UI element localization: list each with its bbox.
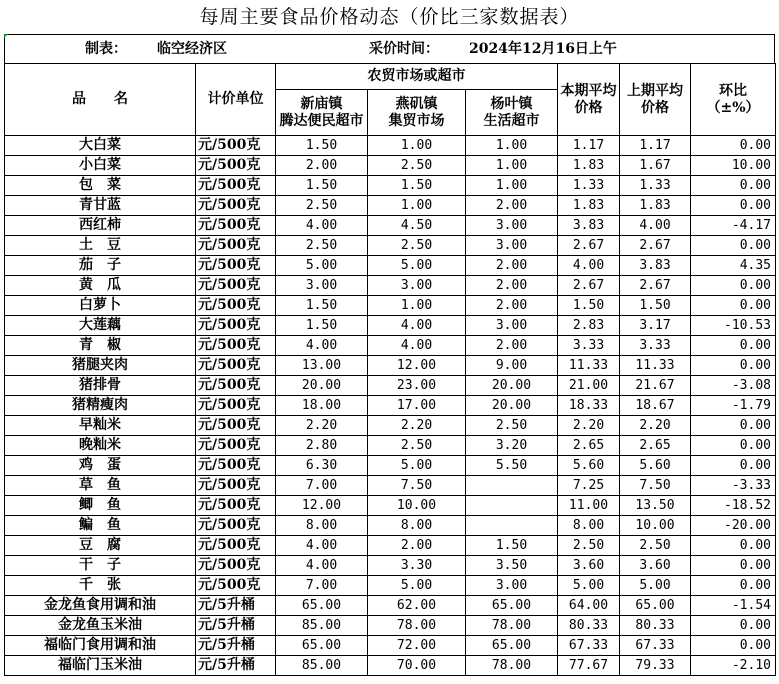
cell-market1: 2.50 — [276, 196, 368, 216]
cell-market1: 4.00 — [276, 536, 368, 556]
cell-market3: 2.00 — [466, 256, 558, 276]
cell-market1: 6.30 — [276, 456, 368, 476]
cell-avg-current: 64.00 — [558, 596, 620, 616]
cell-market3: 3.00 — [466, 316, 558, 336]
sheet-title: 每周主要食品价格动态（价比三家数据表） — [199, 6, 580, 28]
table-row — [5, 256, 776, 276]
cell-market2: 12.00 — [368, 356, 466, 376]
cell-name: 鳊 鱼 — [5, 516, 196, 536]
cell-name: 西红柿 — [5, 216, 196, 236]
cell-change: 0.00 — [691, 296, 776, 316]
cell-market1: 85.00 — [276, 656, 368, 676]
cell-market2: 78.00 — [368, 616, 466, 636]
cell-avg-current: 1.17 — [558, 136, 620, 156]
cell-unit: 元/500克 — [196, 296, 276, 316]
header-market3 — [466, 90, 558, 136]
cell-name: 金龙鱼食用调和油 — [5, 596, 196, 616]
cell-market3: 1.00 — [466, 156, 558, 176]
cell-change: 0.00 — [691, 336, 776, 356]
header-avg-current-line1: 本期平均 — [560, 82, 617, 99]
cell-unit: 元/500克 — [196, 576, 276, 596]
table-row — [5, 176, 776, 196]
cell-market3: 5.50 — [466, 456, 558, 476]
cell-name: 鸡 蛋 — [5, 456, 196, 476]
cell-avg-previous: 2.65 — [620, 436, 691, 456]
cell-avg-current: 1.83 — [558, 156, 620, 176]
cell-unit: 元/500克 — [196, 136, 276, 156]
cell-market2: 4.50 — [368, 216, 466, 236]
cell-market3: 9.00 — [466, 356, 558, 376]
header-name: 品 名 — [5, 64, 196, 136]
table-row — [5, 656, 776, 676]
cell-name: 千 张 — [5, 576, 196, 596]
cell-unit: 元/5升桶 — [196, 636, 276, 656]
cell-market3: 3.00 — [466, 216, 558, 236]
cell-market2: 2.50 — [368, 236, 466, 256]
cell-avg-current: 11.33 — [558, 356, 620, 376]
cell-market3 — [466, 496, 558, 516]
cell-unit: 元/5升桶 — [196, 596, 276, 616]
cell-market2: 2.00 — [368, 536, 466, 556]
table-row — [5, 296, 776, 316]
cell-change: 0.00 — [691, 136, 776, 156]
cell-change: -10.53 — [691, 316, 776, 336]
cell-name: 黄 瓜 — [5, 276, 196, 296]
cell-unit: 元/500克 — [196, 216, 276, 236]
cell-change: -2.10 — [691, 656, 776, 676]
table-row — [5, 636, 776, 656]
cell-change: 0.00 — [691, 176, 776, 196]
cell-avg-previous: 21.67 — [620, 376, 691, 396]
cell-market2: 3.00 — [368, 276, 466, 296]
cell-market1: 4.00 — [276, 216, 368, 236]
cell-market3: 3.50 — [466, 556, 558, 576]
cell-avg-previous: 1.17 — [620, 136, 691, 156]
cell-avg-current: 8.00 — [558, 516, 620, 536]
header-avg-previous-line2: 价格 — [641, 99, 669, 116]
cell-market1: 20.00 — [276, 376, 368, 396]
cell-name: 青甘蓝 — [5, 196, 196, 216]
header-market2-line1: 燕矶镇 — [395, 95, 438, 112]
cell-name: 猪精瘦肉 — [5, 396, 196, 416]
cell-name: 小白菜 — [5, 156, 196, 176]
cell-avg-current: 2.67 — [558, 276, 620, 296]
cell-unit: 元/500克 — [196, 356, 276, 376]
header-market1-line2: 腾达便民超市 — [279, 112, 364, 129]
cell-market1: 85.00 — [276, 616, 368, 636]
cell-unit: 元/500克 — [196, 456, 276, 476]
cell-market3: 2.00 — [466, 336, 558, 356]
cell-change: -1.79 — [691, 396, 776, 416]
cell-avg-current: 5.60 — [558, 456, 620, 476]
cell-market1: 7.00 — [276, 576, 368, 596]
cell-avg-previous: 3.33 — [620, 336, 691, 356]
cell-change: 0.00 — [691, 636, 776, 656]
cell-unit: 元/500克 — [196, 236, 276, 256]
cell-market2: 3.30 — [368, 556, 466, 576]
header-avg-current — [558, 64, 620, 136]
table-row — [5, 136, 776, 156]
cell-avg-current: 21.00 — [558, 376, 620, 396]
header-market2 — [368, 90, 466, 136]
cell-unit: 元/500克 — [196, 336, 276, 356]
cell-market2: 2.50 — [368, 436, 466, 456]
table-row — [5, 516, 776, 536]
cell-market2: 5.00 — [368, 576, 466, 596]
cell-change: 0.00 — [691, 456, 776, 476]
cell-avg-previous: 5.00 — [620, 576, 691, 596]
cell-avg-current: 3.33 — [558, 336, 620, 356]
cell-unit: 元/500克 — [196, 316, 276, 336]
cell-corner-marker — [4, 34, 8, 38]
cell-market3: 1.50 — [466, 536, 558, 556]
cell-market1: 65.00 — [276, 636, 368, 656]
cell-unit: 元/5升桶 — [196, 656, 276, 676]
cell-market2: 10.00 — [368, 496, 466, 516]
header-market1 — [276, 90, 368, 136]
table-row — [5, 536, 776, 556]
cell-avg-current: 1.33 — [558, 176, 620, 196]
cell-market1: 2.80 — [276, 436, 368, 456]
cell-market1: 1.50 — [276, 136, 368, 156]
price-sheet — [4, 0, 775, 676]
time-label: 采价时间： — [369, 41, 439, 57]
cell-market1: 12.00 — [276, 496, 368, 516]
cell-change: 0.00 — [691, 436, 776, 456]
cell-market2: 1.00 — [368, 196, 466, 216]
maker-value: 临空经济区 — [157, 41, 227, 57]
cell-market2: 23.00 — [368, 376, 466, 396]
table-row — [5, 596, 776, 616]
cell-avg-previous: 79.33 — [620, 656, 691, 676]
cell-avg-previous: 2.67 — [620, 276, 691, 296]
cell-avg-current: 2.67 — [558, 236, 620, 256]
cell-market1: 5.00 — [276, 256, 368, 276]
maker-label: 制表： — [85, 41, 127, 57]
header-change — [691, 64, 776, 136]
cell-avg-current: 67.33 — [558, 636, 620, 656]
cell-name: 猪腿夹肉 — [5, 356, 196, 376]
table-row — [5, 456, 776, 476]
cell-market3: 65.00 — [466, 636, 558, 656]
cell-name: 干 子 — [5, 556, 196, 576]
cell-avg-previous: 3.83 — [620, 256, 691, 276]
cell-change: -20.00 — [691, 516, 776, 536]
cell-name: 福临门玉米油 — [5, 656, 196, 676]
cell-market2: 17.00 — [368, 396, 466, 416]
table-row — [5, 476, 776, 496]
cell-market1: 2.00 — [276, 156, 368, 176]
cell-avg-previous: 67.33 — [620, 636, 691, 656]
cell-unit: 元/500克 — [196, 176, 276, 196]
cell-change: 0.00 — [691, 276, 776, 296]
cell-avg-previous: 18.67 — [620, 396, 691, 416]
cell-avg-previous: 10.00 — [620, 516, 691, 536]
cell-market1: 4.00 — [276, 556, 368, 576]
cell-unit: 元/500克 — [196, 536, 276, 556]
cell-avg-previous: 1.50 — [620, 296, 691, 316]
cell-unit: 元/500克 — [196, 396, 276, 416]
table-body — [5, 136, 776, 676]
cell-market2: 1.50 — [368, 176, 466, 196]
header-market3-line1: 杨叶镇 — [490, 95, 533, 112]
table-row — [5, 616, 776, 636]
table-row — [5, 436, 776, 456]
cell-market1: 13.00 — [276, 356, 368, 376]
cell-change: 0.00 — [691, 196, 776, 216]
cell-market2: 62.00 — [368, 596, 466, 616]
cell-avg-previous: 7.50 — [620, 476, 691, 496]
cell-market3: 3.00 — [466, 236, 558, 256]
table-row — [5, 336, 776, 356]
header-avg-current-line2: 价格 — [574, 99, 603, 116]
cell-avg-previous: 5.60 — [620, 456, 691, 476]
cell-market1: 2.50 — [276, 236, 368, 256]
table-row — [5, 376, 776, 396]
table-row — [5, 276, 776, 296]
cell-avg-current: 7.25 — [558, 476, 620, 496]
cell-name: 茄 子 — [5, 256, 196, 276]
cell-name: 福临门食用调和油 — [5, 636, 196, 656]
cell-unit: 元/500克 — [196, 436, 276, 456]
cell-unit: 元/500克 — [196, 256, 276, 276]
table-row — [5, 216, 776, 236]
cell-market3: 3.00 — [466, 576, 558, 596]
header-avg-previous-line1: 上期平均 — [627, 82, 683, 99]
cell-avg-previous: 65.00 — [620, 596, 691, 616]
cell-avg-previous: 13.50 — [620, 496, 691, 516]
cell-name: 大白菜 — [5, 136, 196, 156]
cell-avg-current: 80.33 — [558, 616, 620, 636]
cell-change: 0.00 — [691, 236, 776, 256]
cell-market2: 7.50 — [368, 476, 466, 496]
cell-avg-previous: 1.67 — [620, 156, 691, 176]
cell-market3: 78.00 — [466, 656, 558, 676]
cell-market2: 72.00 — [368, 636, 466, 656]
table-row — [5, 236, 776, 256]
table-row — [5, 556, 776, 576]
cell-avg-current: 4.00 — [558, 256, 620, 276]
cell-change: 0.00 — [691, 616, 776, 636]
header-unit: 计价单位 — [196, 64, 276, 136]
cell-change: -3.33 — [691, 476, 776, 496]
cell-avg-previous: 2.67 — [620, 236, 691, 256]
table-row — [5, 356, 776, 376]
cell-change: 0.00 — [691, 356, 776, 376]
cell-unit: 元/500克 — [196, 476, 276, 496]
cell-market2: 1.00 — [368, 296, 466, 316]
cell-unit: 元/500克 — [196, 276, 276, 296]
table-row — [5, 496, 776, 516]
cell-market3: 2.00 — [466, 296, 558, 316]
header-market2-line2: 集贸市场 — [388, 112, 445, 129]
cell-market3: 2.50 — [466, 416, 558, 436]
table-row — [5, 576, 776, 596]
cell-change: 0.00 — [691, 556, 776, 576]
header-avg-previous — [620, 64, 691, 136]
cell-market2: 2.50 — [368, 156, 466, 176]
cell-avg-previous: 80.33 — [620, 616, 691, 636]
cell-name: 晚籼米 — [5, 436, 196, 456]
cell-market1: 65.00 — [276, 596, 368, 616]
cell-avg-current: 2.50 — [558, 536, 620, 556]
cell-change: 0.00 — [691, 536, 776, 556]
cell-market2: 1.00 — [368, 136, 466, 156]
cell-avg-current: 2.20 — [558, 416, 620, 436]
cell-avg-previous: 3.17 — [620, 316, 691, 336]
cell-market3: 20.00 — [466, 396, 558, 416]
cell-market1: 1.50 — [276, 316, 368, 336]
cell-market3: 20.00 — [466, 376, 558, 396]
cell-unit: 元/500克 — [196, 196, 276, 216]
cell-avg-current: 11.00 — [558, 496, 620, 516]
cell-change: -1.54 — [691, 596, 776, 616]
cell-avg-current: 3.83 — [558, 216, 620, 236]
cell-market3: 78.00 — [466, 616, 558, 636]
cell-avg-current: 18.33 — [558, 396, 620, 416]
cell-avg-current: 77.67 — [558, 656, 620, 676]
cell-avg-current: 1.50 — [558, 296, 620, 316]
cell-market2: 2.20 — [368, 416, 466, 436]
cell-change: -4.17 — [691, 216, 776, 236]
cell-name: 早籼米 — [5, 416, 196, 436]
cell-market3: 1.00 — [466, 176, 558, 196]
cell-avg-previous: 3.60 — [620, 556, 691, 576]
cell-avg-current: 2.65 — [558, 436, 620, 456]
cell-market2: 4.00 — [368, 336, 466, 356]
cell-market2: 4.00 — [368, 316, 466, 336]
header-change-line1: 环比 — [719, 82, 747, 99]
header-market-group: 农贸市场或超市 — [276, 64, 558, 90]
cell-market1: 7.00 — [276, 476, 368, 496]
meta-row — [4, 34, 775, 63]
cell-market1: 1.50 — [276, 176, 368, 196]
cell-avg-previous: 11.33 — [620, 356, 691, 376]
cell-name: 大莲藕 — [5, 316, 196, 336]
table-row — [5, 156, 776, 176]
cell-avg-current: 2.83 — [558, 316, 620, 336]
cell-market3 — [466, 516, 558, 536]
cell-name: 豆 腐 — [5, 536, 196, 556]
time-value: 2024年12月16日上午 — [469, 41, 617, 57]
cell-avg-current: 1.83 — [558, 196, 620, 216]
cell-market3: 3.20 — [466, 436, 558, 456]
cell-name: 土 豆 — [5, 236, 196, 256]
price-table — [4, 63, 776, 676]
cell-avg-current: 3.60 — [558, 556, 620, 576]
cell-unit: 元/500克 — [196, 416, 276, 436]
cell-market1: 2.20 — [276, 416, 368, 436]
cell-unit: 元/5升桶 — [196, 616, 276, 636]
cell-avg-current: 5.00 — [558, 576, 620, 596]
header-change-line2: （±%） — [706, 99, 760, 116]
cell-market3 — [466, 476, 558, 496]
cell-change: -3.08 — [691, 376, 776, 396]
cell-market3: 2.00 — [466, 196, 558, 216]
cell-name: 猪排骨 — [5, 376, 196, 396]
table-row — [5, 316, 776, 336]
cell-name: 包 菜 — [5, 176, 196, 196]
cell-market1: 18.00 — [276, 396, 368, 416]
cell-market1: 4.00 — [276, 336, 368, 356]
cell-change: 10.00 — [691, 156, 776, 176]
cell-unit: 元/500克 — [196, 496, 276, 516]
header-market3-line2: 生活超市 — [483, 112, 540, 129]
table-row — [5, 396, 776, 416]
cell-market1: 8.00 — [276, 516, 368, 536]
header-market1-line1: 新庙镇 — [300, 95, 343, 112]
cell-change: 0.00 — [691, 576, 776, 596]
table-row — [5, 196, 776, 216]
cell-market1: 1.50 — [276, 296, 368, 316]
cell-name: 草 鱼 — [5, 476, 196, 496]
cell-change: 4.35 — [691, 256, 776, 276]
cell-market2: 5.00 — [368, 456, 466, 476]
table-row — [5, 416, 776, 436]
cell-market3: 65.00 — [466, 596, 558, 616]
cell-market2: 5.00 — [368, 256, 466, 276]
cell-change: -18.52 — [691, 496, 776, 516]
cell-unit: 元/500克 — [196, 516, 276, 536]
cell-avg-previous: 2.50 — [620, 536, 691, 556]
cell-change: 0.00 — [691, 416, 776, 436]
cell-market2: 8.00 — [368, 516, 466, 536]
cell-avg-previous: 4.00 — [620, 216, 691, 236]
cell-unit: 元/500克 — [196, 156, 276, 176]
cell-unit: 元/500克 — [196, 556, 276, 576]
cell-name: 青 椒 — [5, 336, 196, 356]
cell-market1: 3.00 — [276, 276, 368, 296]
cell-market3: 1.00 — [466, 136, 558, 156]
cell-unit: 元/500克 — [196, 376, 276, 396]
cell-avg-previous: 1.33 — [620, 176, 691, 196]
cell-market3: 2.00 — [466, 276, 558, 296]
cell-avg-previous: 1.83 — [620, 196, 691, 216]
cell-market2: 70.00 — [368, 656, 466, 676]
cell-avg-previous: 2.20 — [620, 416, 691, 436]
cell-name: 金龙鱼玉米油 — [5, 616, 196, 636]
cell-name: 鲫 鱼 — [5, 496, 196, 516]
cell-name: 白萝卜 — [5, 296, 196, 316]
